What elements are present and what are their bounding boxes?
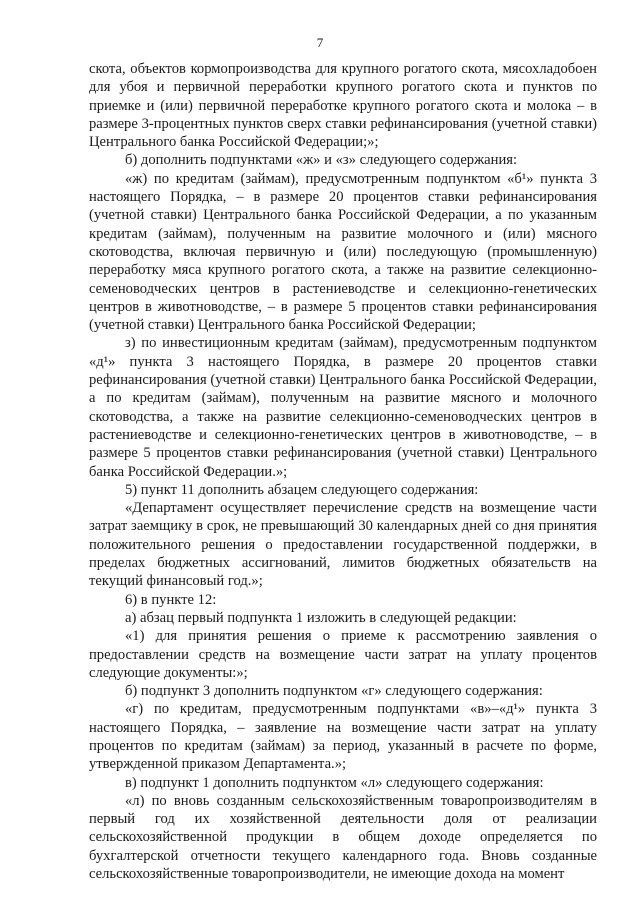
- paragraph-p05: 5) пункт 11 дополнить абзацем следующего содержания:: [125, 481, 479, 498]
- paragraph-p03: «ж) по кредитам (займам), предусмотренным подпунктом «б¹» пункта 3 настоящего Порядка, – в размере 20 процентов ставки рефинансирования (учетной ставки) Центрального банка Российской Федерации, а по указанным кредитам (займам), полученным на развитие молочного и (или) мясного скотоводства, включая первичную и (или) последующую (промышленную) переработку мяса крупного рогатого скота, а также на развитие селекционно-семеноводческих центров в растениеводстве и селекционно-генетических центров в животноводстве, – в размере 5 процентов ставки рефинансирования (учетной ставки) Центрального банка Российской Федерации;: [89, 170, 597, 334]
- paragraph-p09: «1) для принятия решения о приеме к рассмотрению заявления о предоставлении средств на возмещение части затрат на уплату процентов следующие документы:»;: [89, 628, 597, 681]
- paragraph-p10: б) подпункт 3 дополнить подпунктом «г» следующего содержания:: [125, 683, 543, 700]
- page-number: 7: [316, 35, 324, 50]
- paragraph-p08: а) абзац первый подпункта 1 изложить в следующей редакции:: [125, 609, 517, 626]
- paragraph-p07: 6) в пункте 12:: [125, 591, 217, 608]
- paragraph-p13: «л) по вновь созданным сельскохозяйственным товаропроизводителям в первый год их хозяйственной деятельности доля от реализации сельскохозяйственной продукции в общем доходе определяется по бухгалтерской отчетности текущего календарного года. Вновь созданные сельскохозяйственные товаропроизводители, не имеющие дохода на момент: [89, 792, 597, 883]
- document-body: [89, 60, 597, 883]
- paragraph-p06: «Департамент осуществляет перечисление средств на возмещение части затрат заемщику в срок, не превышающий 30 календарных дней со дня принятия положительного решения о предоставлении государственной поддержки, в пределах бюджетных ассигнований, лимитов бюджетных обязательств на текущий финансовый год.»;: [89, 500, 597, 590]
- paragraph-p11: «г) по кредитам, предусмотренным подпунктами «в»–«д¹» пункта 3 настоящего Порядка, – заявление на возмещение части затрат на уплату процентов по кредитам (займам) за период, указанный в расчете по форме, утвержденной приказом Департамента.»;: [89, 701, 597, 773]
- paragraph-p02: б) дополнить подпунктами «ж» и «з» следующего содержания:: [125, 152, 518, 169]
- paragraph-p01: скота, объектов кормопроизводства для крупного рогатого скота, мясохладобоен для убоя и первичной переработки крупного рогатого скота и пунктов по приемке и (или) первичной переработке крупного рогатого скота и молока – в размере 3-процентных пунктов сверх ставки рефинансирования (учетной ставки) Центрального банка Российской Федерации;»;: [89, 61, 597, 151]
- paragraph-p12: в) подпункт 1 дополнить подпунктом «л» следующего содержания:: [125, 774, 544, 791]
- paragraph-p04: з) по инвестиционным кредитам (займам), предусмотренным подпунктом «д¹» пункта 3 настоящего Порядка, в размере 20 процентов ставки рефинансирования (учетной ставки) Центрального банка Российской Федерации, а по кредитам (займам), полученным на развитие мясного и молочного скотоводства, а также на развитие селекционно-семеноводческих центров в растениеводстве и селекционно-генетических центров в животноводстве, – в размере 5 процентов ставки рефинансирования (учетной ставки) Центрального банка Российской Федерации.»;: [89, 335, 597, 480]
